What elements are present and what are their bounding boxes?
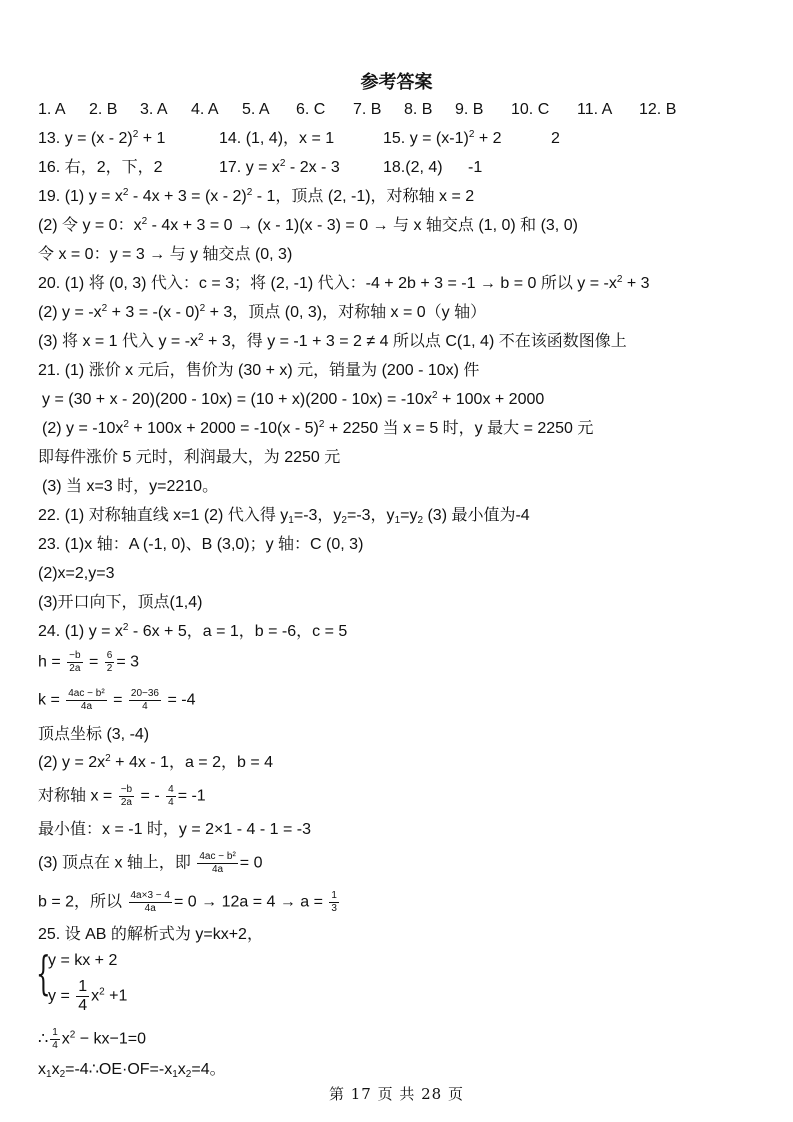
q21-part1: 21. (1) 涨价 x 元后，售价为 (30 + x) 元，销量为 (200 - 10x) 件	[38, 362, 480, 379]
answer-8: 8. B	[404, 101, 433, 118]
q25-system-eq2: y = $\frac{1}{4}$ $x^2 +1$	[48, 978, 128, 1014]
q21-equation: $y = (30 + x - 20)(200 - 10x) = (10 + x)(200 - 10x) = -10x^2 + 100x + 2000$	[42, 390, 545, 408]
q19-part2: (2) 令 y = 0：$x^2 - 4x + 3 = 0 \to (x - 1)(x - 3) = 0$ → 与 x 轴交点 (1, 0) 和 (3, 0)	[38, 216, 578, 234]
q24-vertex: 顶点坐标 (3, -4)	[38, 726, 150, 743]
q21-part2: (2) $y = -10x^2 + 100x + 2000 = -10(x - 5)^2 + 2250$ 当 x = 5 时，y 最大 = 2250 元	[42, 419, 594, 437]
fraction: $\frac{6}{2}$	[106, 650, 113, 674]
q24-axis-formula: 对称轴 x = $\frac{-b}{2a}$ = - $\frac{4}{4}$ = -1	[38, 784, 206, 808]
answer-18-extra: -1	[468, 159, 483, 176]
page-number-footer: 第 17 页 共 28 页	[328, 1085, 464, 1103]
q25-product: $x_1x_2=-4\therefore OE\cdot OF=-x_1x_2=4$。	[38, 1061, 226, 1080]
answer-13: 13. y = (x - 2)$^2$ + 1	[38, 129, 166, 147]
q24-part3: (3) 顶点在 x 轴上，即 $\frac{\text{4ac − b²}}{4a}$ = 0	[38, 851, 263, 875]
q24-k-formula: k = $\frac{\text{4ac − b²}}{4a}$ = $\frac{20-36}{4}$ = -4	[38, 688, 196, 712]
fraction: $\frac{-b}{2a}$	[120, 784, 133, 808]
fraction: $\frac{1}{4}$	[52, 1027, 58, 1051]
q22: 22. (1) 对称轴直线 x=1 (2) 代入得 $y_1=-3$，$y_2=-3$，$y_1=y_2$ (3) 最小值为-4	[38, 507, 530, 526]
q23-part1: 23. (1)x 轴：A (-1, 0)、B (3,0)；y 轴：C (0, 3)	[38, 536, 364, 553]
fraction: $\frac{1}{4}$	[78, 978, 88, 1014]
q20-part3: (3) 将 x = 1 代入 $y = -x^2 + 3$，得 y = -1 + 3 = 2 ≠ 4 所以点 C(1, 4) 不在该函数图像上	[38, 332, 627, 350]
q21-part3: (3) 当 x=3 时，y=2210。	[42, 478, 219, 495]
answer-12: 12. B	[639, 101, 677, 118]
answer-4: 4. A	[191, 101, 219, 118]
q21-conclusion: 即每件涨价 5 元时，利润最大，为 2250 元	[38, 449, 341, 466]
q19-part1: 19. (1) $y = x^2 - 4x + 3 = (x - 2)^2 - 1$，顶点 (2, -1)，对称轴 x = 2	[38, 187, 475, 205]
answer-1: 1. A	[38, 101, 66, 118]
answer-16: 16. 右，2，下，2	[38, 159, 163, 176]
answer-10: 10. C	[511, 101, 550, 118]
q25-therefore: ∴ $\frac{1}{4}$ $x^2 - kx-1=0$	[38, 1027, 147, 1051]
answer-15-extra: 2	[551, 130, 560, 147]
q23-part2: (2)x=2,y=3	[38, 565, 115, 582]
page-title: 参考答案	[360, 72, 433, 93]
q25-system-eq1: y = kx + 2	[48, 952, 118, 969]
answer-5: 5. A	[242, 101, 270, 118]
answer-18: 18.(2, 4)	[383, 159, 443, 176]
answer-11: 11. A	[577, 101, 613, 118]
answer-9: 9. B	[455, 101, 484, 118]
q25-intro: 25. 设 AB 的解析式为 y=kx+2，	[38, 926, 263, 943]
fraction: $\frac{-b}{2a}$	[69, 650, 81, 674]
fraction: $\frac{20-36}{4}$	[130, 688, 159, 712]
q23-part3: (3)开口向下，顶点(1,4)	[38, 594, 203, 611]
answer-6: 6. C	[296, 101, 326, 118]
fraction: $\frac{\text{4ac − b²}}{4a}$	[199, 851, 236, 875]
answers-1-12	[38, 100, 676, 120]
q24-part2: (2) $y = 2x^2 + 4x - 1$，a = 2，b = 4	[38, 753, 274, 771]
fraction: $\frac{\text{4ac − b²}}{4a}$	[68, 688, 105, 712]
q24-part3-solve: b = 2，所以 $\frac{4a\times 3 - 4}{4a}$ = 0 → 12a = 4 → a = $\frac{1}{3}$	[38, 890, 337, 914]
fraction: $\frac{1}{3}$	[331, 890, 337, 914]
fraction: $\frac{4a\times 3 - 4}{4a}$	[130, 890, 170, 914]
answer-2: 2. B	[89, 101, 118, 118]
q24-minimum: 最小值：x = -1 时，y = 2×1 - 4 - 1 = -3	[38, 821, 311, 838]
answer-15: 15. $y = (x-1)^2 + 2$	[383, 129, 502, 147]
answer-7: 7. B	[353, 101, 382, 118]
fraction: $\frac{4}{4}$	[168, 784, 174, 808]
q24-part1: 24. (1) $y = x^2 - 6x + 5$，a = 1，b = -6，c = 5	[38, 622, 348, 640]
q24-h-formula: h = $\frac{-b}{2a}$ = $\frac{6}{2}$ = 3	[38, 650, 140, 674]
q20-part2: (2) $y = -x^2 + 3 = -(x - 0)^2 + 3$，顶点 (0, 3)，对称轴 x = 0（y 轴）	[38, 303, 487, 321]
q19-part3: 令 x = 0：y = 3 → 与 y 轴交点 (0, 3)	[38, 246, 293, 263]
answers-13-15	[38, 129, 560, 149]
q20-part1: 20. (1) 将 (0, 3) 代入：c = 3；将 (2, -1) 代入：-4 + 2b + 3 = -1 → b = 0 所以 $y = -x^2 + 3$	[38, 274, 650, 292]
answer-3: 3. A	[140, 101, 168, 118]
answer-14: 14. (1, 4)，x = 1	[219, 130, 335, 147]
answers-16-18	[38, 158, 482, 178]
answer-17: 17. $y = x^2 - 2x - 3$	[219, 158, 340, 176]
equation-system-brace: {	[36, 946, 51, 1000]
